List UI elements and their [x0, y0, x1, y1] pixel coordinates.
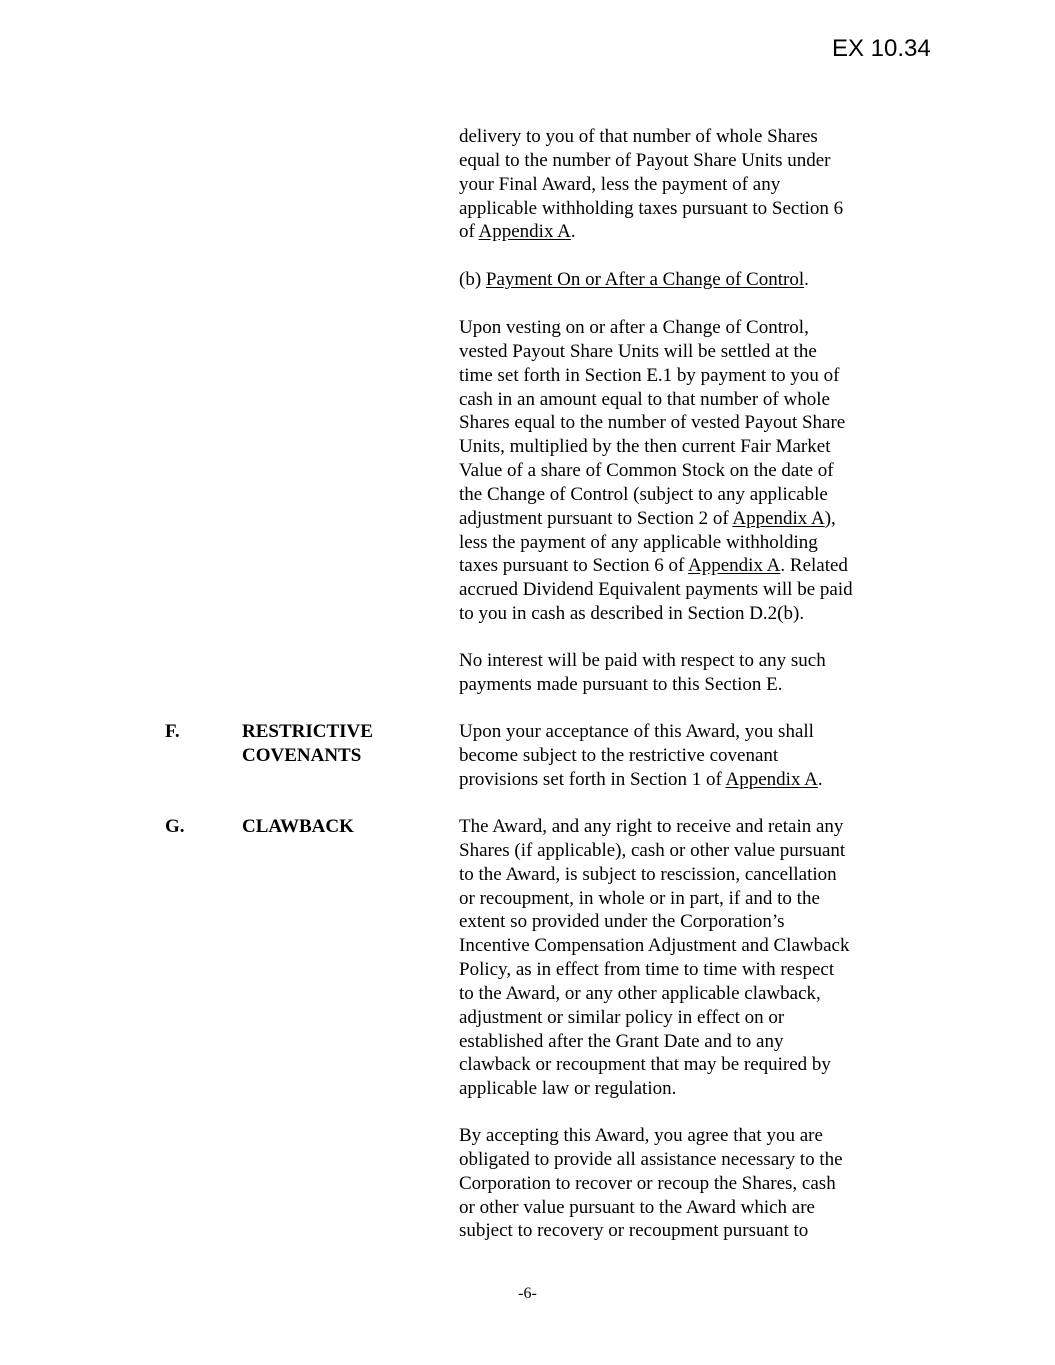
- text-line: payments made pursuant to this Section E.: [459, 673, 783, 695]
- page-number-text: -6-: [518, 1285, 537, 1302]
- page-number: [0, 1283, 1055, 1305]
- text-line: Policy, as in effect from time to time with respect: [459, 959, 835, 981]
- text-fragment: of: [459, 221, 479, 243]
- appendix-a-reference: Appendix A: [688, 555, 781, 577]
- text-fragment: adjustment pursuant to Section 2 of: [459, 507, 733, 529]
- no-interest-paragraph: [459, 649, 899, 697]
- text-line: delivery to you of that number of whole Shares: [459, 126, 818, 147]
- text-line: accrued Dividend Equivalent payments will be paid: [459, 579, 853, 601]
- text-line: to you in cash as described in Section D.2(b).: [459, 603, 805, 625]
- text-line: No interest will be paid with respect to any such: [459, 650, 826, 671]
- text-line: less the payment of any applicable withholding: [459, 531, 818, 553]
- text-line: cash in an amount equal to that number of whole: [459, 388, 830, 410]
- text-line: Upon your acceptance of this Award, you shall: [459, 721, 814, 742]
- text-line: or recoupment, in whole or in part, if and to the: [459, 887, 820, 909]
- heading-line: RESTRICTIVE: [242, 721, 373, 742]
- assistance-paragraph: [459, 1124, 899, 1243]
- text-line: The Award, and any right to receive and retain any: [459, 816, 844, 837]
- text-line: the Change of Control (subject to any applicable: [459, 483, 828, 505]
- text-line: By accepting this Award, you agree that you are: [459, 1125, 823, 1146]
- text-fragment: .: [817, 768, 823, 790]
- text-line: extent so provided under the Corporation’s: [459, 911, 785, 933]
- text-fragment: provisions set forth in Section 1 of: [459, 768, 726, 790]
- section-g-letter: G.: [165, 816, 185, 837]
- text-fragment: taxes pursuant to Section 6 of: [459, 555, 689, 577]
- appendix-a-reference: Appendix A: [732, 507, 825, 529]
- subsection-b-title: Payment On or After a Change of Control: [485, 269, 805, 290]
- appendix-a-reference: Appendix A: [725, 768, 818, 790]
- section-f-heading: [242, 720, 373, 768]
- text-line: time set forth in Section E.1 by payment to you of: [459, 364, 840, 386]
- subsection-b-heading: [459, 268, 899, 292]
- text-line: Incentive Compensation Adjustment and Clawback: [459, 935, 850, 957]
- text-line: established after the Grant Date and to any: [459, 1030, 784, 1052]
- section-g-body: [459, 815, 899, 1101]
- section-f-letter: F.: [165, 721, 180, 742]
- text-line: Shares (if applicable), cash or other value pursuant: [459, 839, 846, 861]
- continuation-paragraph: [459, 125, 899, 244]
- appendix-a-reference: Appendix A: [478, 221, 571, 243]
- text-fragment: .: [804, 269, 809, 290]
- text-line: or other value pursuant to the Award which are: [459, 1196, 815, 1218]
- text-line: Units, multiplied by the then current Fair Market: [459, 436, 831, 458]
- text-line: vested Payout Share Units will be settled at the: [459, 340, 817, 362]
- text-fragment: .: [570, 221, 576, 243]
- text-line: clawback or recoupment that may be required by: [459, 1054, 831, 1076]
- text-line: adjustment or similar policy in effect on or: [459, 1006, 785, 1028]
- text-fragment: . Related: [780, 555, 848, 577]
- text-line: applicable law or regulation.: [459, 1078, 677, 1100]
- text-line: to the Award, is subject to rescission, cancellation: [459, 863, 837, 885]
- text-line: Shares equal to the number of vested Payout Share: [459, 412, 846, 434]
- text-line: obligated to provide all assistance necessary to the: [459, 1148, 843, 1170]
- text-line: Value of a share of Common Stock on the date of: [459, 460, 834, 482]
- change-of-control-paragraph: [459, 316, 899, 626]
- text-line: [459, 220, 899, 244]
- text-line: [459, 507, 899, 531]
- text-line: become subject to the restrictive covenant: [459, 744, 779, 766]
- text-line: Upon vesting on or after a Change of Control,: [459, 317, 809, 338]
- text-line: to the Award, or any other applicable clawback,: [459, 982, 821, 1004]
- text-line: subject to recovery or recoupment pursuant to: [459, 1220, 809, 1242]
- text-line: applicable withholding taxes pursuant to Section 6: [459, 197, 844, 219]
- text-line: Corporation to recover or recoup the Shares, cash: [459, 1172, 836, 1194]
- text-line: [459, 768, 899, 792]
- exhibit-label: EX 10.34: [832, 35, 931, 62]
- text-fragment: ),: [824, 507, 836, 529]
- text-line: your Final Award, less the payment of any: [459, 173, 781, 195]
- text-fragment: (b): [459, 269, 486, 290]
- section-g-heading: CLAWBACK: [242, 816, 354, 837]
- text-line: [459, 268, 899, 292]
- text-line: [459, 554, 899, 578]
- heading-line: COVENANTS: [242, 744, 362, 766]
- section-f-body: [459, 720, 899, 792]
- text-line: equal to the number of Payout Share Units under: [459, 149, 831, 171]
